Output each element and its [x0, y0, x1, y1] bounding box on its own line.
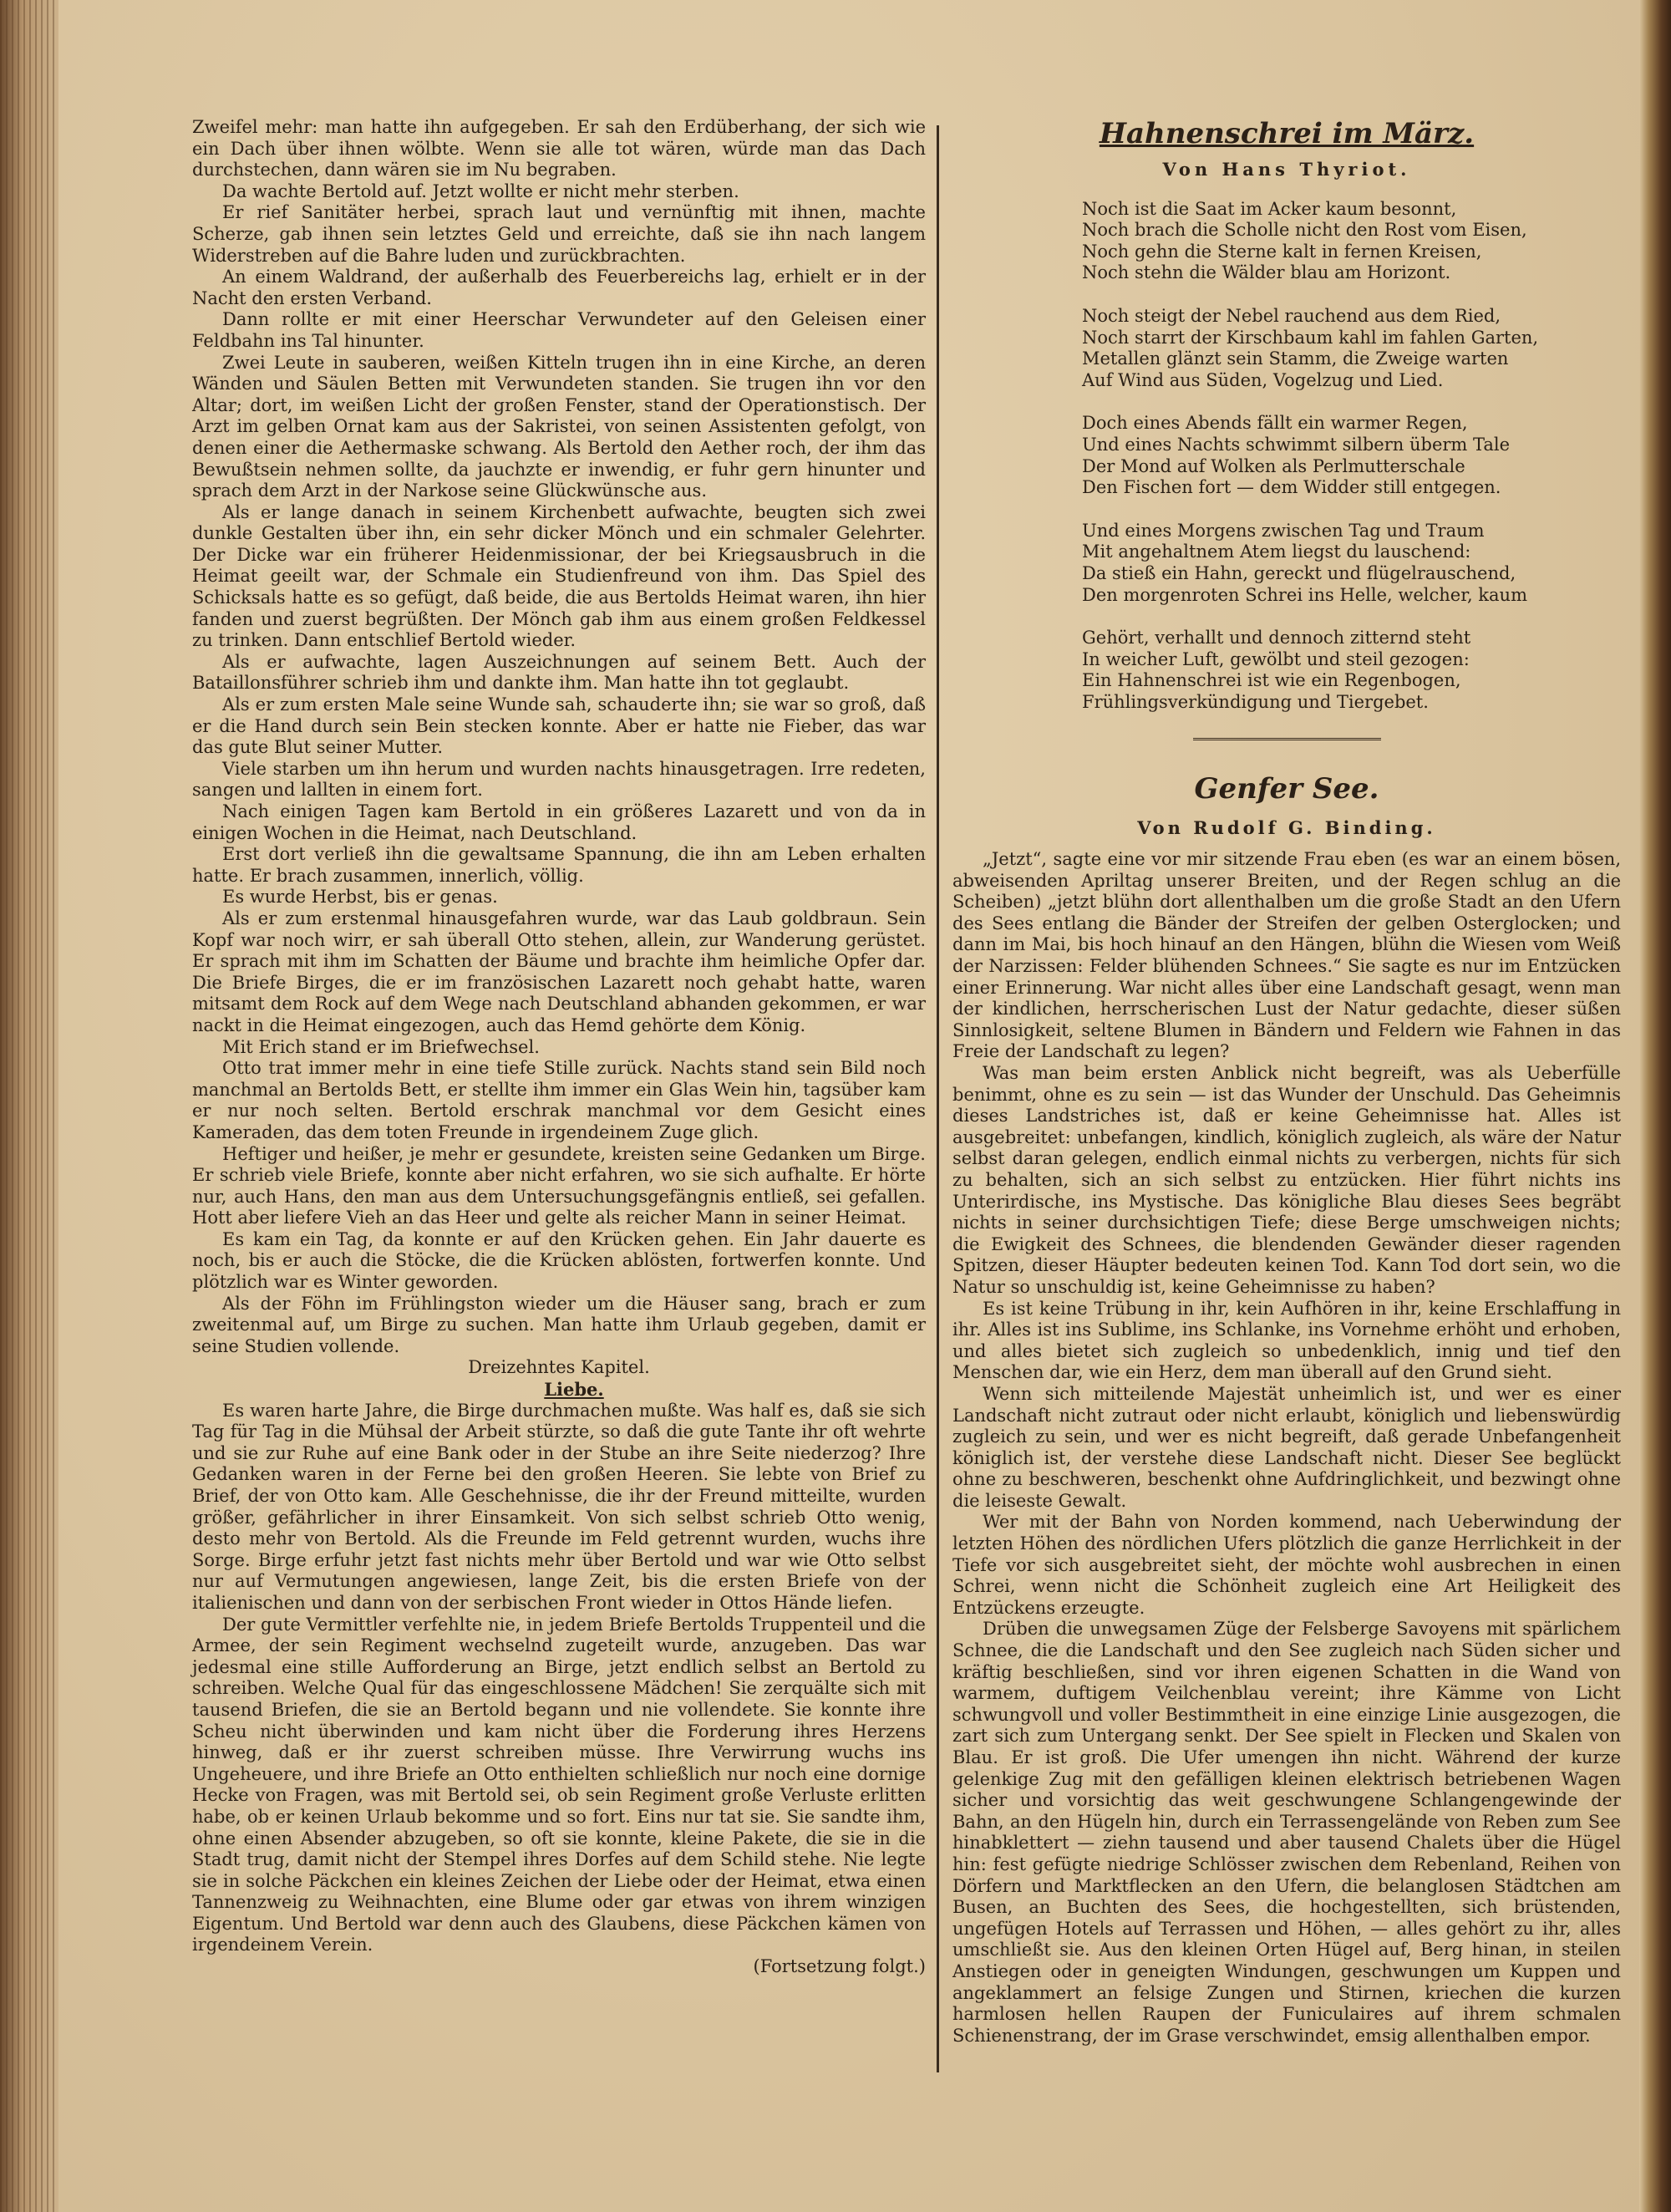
paragraph: Als er aufwachte, lagen Auszeichnungen auf seinem Bett. Auch der Bataillonsführer schrieb ihm und dankte ihm. Man hatte ihn tot geglaubt. — [192, 651, 926, 694]
paragraph: Mit Erich stand er im Briefwechsel. — [222, 1036, 540, 1057]
poem-line: Noch steigt der Nebel rauchend aus dem Ried, — [1082, 305, 1501, 326]
poem-title: Hahnenschrei im März. — [1099, 117, 1475, 150]
paragraph: An einem Waldrand, der außerhalb des Feuerbereichs lag, erhielt er in der Nacht den ersten Verband. — [192, 267, 926, 308]
poem-line: Mit angehaltnem Atem liegst du lauschend: — [1082, 542, 1471, 562]
essay-title: Genfer See. — [1194, 772, 1379, 806]
paragraph: Als er zum erstenmal hinausgefahren wurde, war das Laub goldbraun. Sein Kopf war noch wirr, er sah überall Otto stehen, allein, zur Wanderung gerüstet. Er sprach mit ihm im Schatten der Bäume und brachte ihm heimliche Opfer dar. Die Briefe Birges, die er im französischen Lazarett noch gehabt hatte, waren mitsamt dem Rock auf dem Wege nach Deutschland abhanden gekommen, er war nackt in die Heimat eingezogen, auch das Hemd gehörte dem König. — [192, 908, 926, 1035]
paragraph: Da wachte Bertold auf. Jetzt wollte er nicht mehr sterben. — [222, 181, 739, 201]
book-edge-left — [0, 0, 58, 2212]
chapter-heading: Dreizehntes Kapitel. — [468, 1357, 650, 1378]
poem-stanza — [1082, 628, 1621, 713]
poem-line: Noch starrt der Kirschbaum kahl im fahlen Garten, — [1082, 327, 1539, 348]
poem-line: Auf Wind aus Süden, Vogelzug und Lied. — [1082, 369, 1444, 390]
poem-stanza — [1082, 521, 1621, 606]
paragraph: Viele starben um ihn herum und wurden nachts hinausgetragen. Irre redeten, sangen und lallten in einem fort. — [192, 758, 926, 801]
poem-line: Noch gehn die Sterne kalt in fernen Kreisen, — [1082, 241, 1482, 262]
paragraph: Zwei Leute in sauberen, weißen Kitteln trugen ihn in eine Kirche, an deren Wänden und Säulen Betten mit Verwundeten standen. Sie trugen ihn vor den Altar; dort, im weißen Licht der großen Fenster, stand der Operationstisch. Der Arzt im gelben Ornat kam aus der Sakristei, von seinen Assistenten gefolgt, von denen einer die Aethermaske schwang. Als Bertold den Aether roch, der ihm das Bewußtsein nehmen sollte, da jauchzte er inwendig, er fuhr gern hinunter und sprach dem Arzt in der Narkose seine Glückwünsche aus. — [192, 352, 926, 501]
poem-line: Noch ist die Saat im Acker kaum besonnt, — [1082, 198, 1457, 219]
novel-paragraphs-after — [192, 1401, 926, 1956]
paragraph: Zweifel mehr: man hatte ihn aufgegeben. Er sah den Erdüberhang, der sich wie ein Dach über ihnen wölbte. Wenn sie alle tot wären, würde man das Dach durchstechen, dann wären sie im Nu begraben. — [192, 117, 926, 181]
poem-line: Der Mond auf Wolken als Perlmutterschale — [1082, 455, 1465, 476]
novel-column — [192, 117, 926, 1978]
poem-byline: Von Hans Thyriot. — [1162, 159, 1411, 180]
essay-body — [952, 849, 1621, 2047]
paragraph: Als er zum ersten Male seine Wunde sah, schauderte ihn; sie war so groß, daß er die Hand durch sein Bein stecken konnte. Aber er hatte nie Fieber, das war das gute Blut seiner Mutter. — [192, 694, 926, 758]
poem-line: Und eines Morgens zwischen Tag und Traum — [1082, 520, 1485, 541]
poem-line: Frühlingsverkündigung und Tiergebet. — [1082, 691, 1429, 712]
paragraph: Heftiger und heißer, je mehr er gesundete, kreisten seine Gedanken um Birge. Er schrieb viele Briefe, konnte aber nicht erfahren, wo sie sich aufhalte. Er hörte nur, auch Hans, den man aus dem Untersuchungsgefängnis entließ, sei gefallen. Hott aber liefere Vieh an das Heer und gelte als reicher Mann in seiner Heimat. — [192, 1143, 926, 1228]
essay-byline: Von Rudolf G. Binding. — [1137, 817, 1436, 839]
paragraph: „Jetzt“, sagte eine vor mir sitzende Frau eben (es war an einem bösen, abweisenden Apriltag unserer Breiten, und der Regen schlug an die Scheiben) „jetzt blühn dort allenthalben um die große Stadt an den Ufern des Sees entlang die Bänder der Streifen der gelben Osterglocken; und dann im Mai, bis hoch hinauf an den Hängen, blühn die Wiesen vom Weiß der Narzissen: Felder blühenden Schnees.“ Sie sagte es nur im Entzücken einer Erinnerung. War nicht alles über eine Landschaft gesagt, wenn man der kindlichen, herrscherischen Lust der Natur gedachte, dieser süßen Sinnlosigkeit, seltene Blumen in Bändern und Feldern wie Fahnen in das Freie der Landschaft zu legen? — [952, 849, 1621, 1062]
poem-line: Ein Hahnenschrei ist wie ein Regenbogen, — [1082, 670, 1461, 691]
paragraph: Nach einigen Tagen kam Bertold in ein größeres Lazarett und von da in einigen Wochen in die Heimat, nach Deutschland. — [192, 801, 926, 843]
paragraph: Drüben die unwegsamen Züge der Felsberge Savoyens mit spärlichem Schnee, die die Landschaft und den See zugleich nach Süden sicher und kräftig beschließen, sind vor ihren eigenen Schatten in die Wand von warmem, duftigem Veilchenblau vereint; ihre Kämme von Licht schwungvoll und voller Bestimmtheit in eine einzige Linie ausgezogen, die zart sich zum Untergang senkt. Der See spielt in Flecken und Skalen von Blau. Er ist groß. Die Ufer umengen ihn nicht. Während der kurze gelenkige Zug mit den gefälligen kleinen elektrisch betriebenen Wagen sicher und vorsichtig das weit geschwungene Schlangengewinde der Bahn, an den Hügeln hin, durch ein Terrassengelände von Reben zum See hinabklettert — ziehn tausend und aber tausend Chalets über die Hügel hin: fest gefügte niedrige Schlösser zwischen dem Rebenland, Reihen von Dörfern und Marktflecken an den Ufern, die belanglosen Städtchen am Busen, an Buchten des Sees, die hochgestellten, sich brüstenden, ungefügen Hotels auf Terrassen und Höhen, — alles gehört zu ihr, alles umschließt sie. Aus den kleinen Orten Hügel auf, Berg hinan, in steilen Anstiegen oder in geneigten Windungen, geschwungen um Kuppen und angeklammert an felsige Zungen und Stirnen, kriechen die kurzen harmlosen hellen Raupen der Funiculaires auf ihrem schmalen Schienenstrang, der im Grase verschwindet, emsig allenthalben empor. — [952, 1619, 1621, 2046]
paragraph: Er rief Sanitäter herbei, sprach laut und vernünftig mit ihnen, machte Scherze, gab ihnen sein letztes Geld und erreichte, daß sie ihn nach langem Widerstreben auf die Bahre luden und zurückbrachten. — [192, 202, 926, 266]
paragraph: Es waren harte Jahre, die Birge durchmachen mußte. Was half es, daß sie sich Tag für Tag in die Mühsal der Arbeit stürzte, so daß die gute Tante ihr oft wehrte und sie zur Ruhe auf eine Bank oder in der Stube an ihre Seite niederzog? Ihre Gedanken waren in der Ferne bei den großen Heeren. Sie lebte von Brief zu Brief, der von Otto kam. Alle Geschehnisse, die ihr der Freund mitteilte, wurden größer, gefährlicher in ihrer Einsamkeit. Von sich selbst schrieb Otto wenig, desto mehr von Bertold. Als die Freunde im Feld getrennt wurden, wuchs ihre Sorge. Birge erfuhr jetzt fast nichts mehr über Bertold und war wie Otto selbst nur auf Vermutungen angewiesen, lange Zeit, bis die ersten Briefe von der italienischen und dann von der serbischen Front wieder in Ottos Hände liefen. — [192, 1400, 926, 1613]
poem-line: Den morgenroten Schrei ins Helle, welcher, kaum — [1082, 584, 1527, 605]
poem-stanza — [1082, 306, 1621, 391]
poem-line: Doch eines Abends fällt ein warmer Regen, — [1082, 413, 1468, 434]
paragraph: Es wurde Herbst, bis er genas. — [222, 887, 498, 908]
section-divider — [1193, 738, 1381, 744]
paragraph: Wer mit der Bahn von Norden kommend, nach Ueberwindung der letzten Höhen des nördlichen Ufers plötzlich die ganze Herrlichkeit in der Tiefe vor sich ausgebreitet sieht, der möchte wohl ausbrechen in einen Schrei, wenn nicht die Schönheit zugleich eine Art Heiligkeit des Entzückens erzeugte. — [952, 1512, 1621, 1618]
column-rule — [937, 125, 939, 2072]
poem-line: Metallen glänzt sein Stamm, die Zweige warten — [1082, 348, 1509, 369]
paragraph: Dann rollte er mit einer Heerschar Verwundeter auf den Geleisen einer Feldbahn ins Tal hinunter. — [192, 309, 926, 351]
book-edge-right — [1639, 0, 1671, 2212]
poem-line: Gehört, verhallt und dennoch zitternd steht — [1082, 628, 1471, 648]
poem-line: Noch stehn die Wälder blau am Horizont. — [1082, 262, 1451, 283]
poem-stanza — [1082, 199, 1621, 284]
poem-line: Den Fischen fort — dem Widder still entgegen. — [1082, 477, 1501, 498]
paragraph: Als er lange danach in seinem Kirchenbett aufwachte, beugten sich zwei dunkle Gestalten über ihn, ein sehr dicker Mönch und ein schmaler Gelehrter. Der Dicke war ein früherer Heidenmissionar, der bei Kriegsausbruch in die Heimat geeilt war, der Schmale ein Studienfreund von ihm. Das Spiel des Schicksals hatte es so gefügt, daß beide, die aus Bertolds Heimat waren, ihn hier fanden und zuerst begrüßten. Der Mönch gab ihm aus einem großen Feldkessel zu trinken. Dann entschlief Bertold wieder. — [192, 501, 926, 651]
continuation-note: (Fortsetzung folgt.) — [753, 1956, 926, 1977]
poem-line: Und eines Nachts schwimmt silbern überm Tale — [1082, 434, 1511, 455]
novel-paragraphs-before — [192, 117, 926, 1357]
paragraph: Der gute Vermittler verfehlte nie, in jedem Briefe Bertolds Truppenteil und die Armee, der sein Regiment wechselnd zugeteilt wurde, anzugeben. Das war jedesmal eine stille Aufforderung an Birge, jetzt endlich selbst an Bertold zu schreiben. Welche Qual für das eingeschlossene Mädchen! Sie zerquälte sich mit tausend Briefen, die sie an Bertold begann und nie vollendete. Sie konnte ihre Scheu nicht überwinden und kam nicht über die Forderung ihres Herzens hinweg, daß er ihr zuerst schreiben müsse. Ihre Verwirrung wuchs ins Ungeheuere, und ihre Briefe an Otto enthielten schließlich nur noch eine dornige Hecke von Fragen, was mit Bertold sei, ob sein Regiment große Verluste erlitten habe, ob er keinen Urlaub bekomme und so fort. Eins nur tat sie. Sie sandte ihm, ohne einen Absender abzugeben, so oft sie konnte, kleine Pakete, die sie in die Stadt trug, damit nicht der Stempel ihres Dorfes auf dem Schild stehe. Nie legte sie in solche Päckchen ein kleines Zeichen der Liebe oder der Heimat, etwa einen Tannenzweig zu Weihnachten, eine Blume oder gar etwas von ihrem winzigen Eigentum. Und Bertold war denn auch des Glaubens, diese Päckchen kämen von irgendeinem Verein. — [192, 1614, 926, 1955]
paragraph: Wenn sich mitteilende Majestät unheimlich ist, und wer es einer Landschaft nicht zutraut oder nicht erlaubt, königlich und liebenswürdig zugleich zu sein, und wer es nicht begreift, daß gerade Unbefangenheit königlich ist, der verstehe diese Landschaft nicht. Dieser See beglückt ohne zu beschweren, beschenkt ohne Aufdringlichkeit, und bezwingt ohne die leiseste Gewalt. — [952, 1383, 1621, 1511]
chapter-title: Liebe. — [544, 1379, 604, 1401]
paragraph: Otto trat immer mehr in eine tiefe Stille zurück. Nachts stand sein Bild noch manchmal an Bertolds Bett, er stellte ihm immer ein Glas Wein hin, tagsüber kam er nur noch selten. Bertold erschrak manchmal vor dem Gesicht eines Kameraden, das dem toten Freunde in irgendeinem Zuge glich. — [192, 1058, 926, 1142]
poem-line: In weicher Luft, gewölbt und steil gezogen: — [1082, 648, 1470, 669]
right-column — [952, 117, 1621, 2047]
poem-line: Noch brach die Scholle nicht den Rost vom Eisen, — [1082, 220, 1527, 241]
paragraph: Es ist keine Trübung in ihr, kein Aufhören in ihr, keine Erschlaffung in ihr. Alles ist ins Sublime, ins Schlanke, ins Vornehme erhöht und erhoben, und alles bietet sich zugleich so unbedenklich, innig und tief den Menschen dar, wie ein Herz, dem man überall auf den Grund sieht. — [952, 1298, 1621, 1383]
paragraph: Was man beim ersten Anblick nicht begreift, was als Ueberfülle benimmt, ohne es zu sein — ist das Wunder der Unschuld. Das Geheimnis dieses Landstriches ist, daß er keine Geheimnisse hat. Alles ist ausgebreitet: unbefangen, kindlich, königlich zugleich, als wäre der Natur selbst daran gelegen, endlich einmal nichts zu verbergen, nichts für sich zu behalten, sich an sich selbst zu entzücken. Hier führt nichts ins Unterirdische, ins Mystische. Das königliche Blau dieses Sees begräbt nichts in seiner durchsichtigen Tiefe; diese Berge umschweigen nichts; die Ewigkeit des Schnees, die blendenden Gewänder dieser ragenden Spitzen, dieser Häupter bedeuten keinen Tod. Kann Tod dort sein, wo die Natur so unschuldig ist, keine Geheimnisse zu haben? — [952, 1063, 1621, 1297]
paragraph: Es kam ein Tag, da konnte er auf den Krücken gehen. Ein Jahr dauerte es noch, bis er auch die Stöcke, die die Krücken ablösten, fortwerfen konnte. Und plötzlich war es Winter geworden. — [192, 1228, 926, 1293]
poem-body — [1082, 199, 1621, 714]
poem-stanza — [1082, 413, 1621, 498]
paragraph: Als der Föhn im Frühlingston wieder um die Häuser sang, brach er zum zweitenmal auf, um Birge zu suchen. Man hatte ihm Urlaub gegeben, damit er seine Studien vollende. — [192, 1293, 926, 1356]
poem-line: Da stieß ein Hahn, gereckt und flügelrauschend, — [1082, 562, 1516, 583]
paragraph: Erst dort verließ ihn die gewaltsame Spannung, die ihn am Leben erhalten hatte. Er brach zusammen, innerlich, völlig. — [192, 844, 926, 886]
